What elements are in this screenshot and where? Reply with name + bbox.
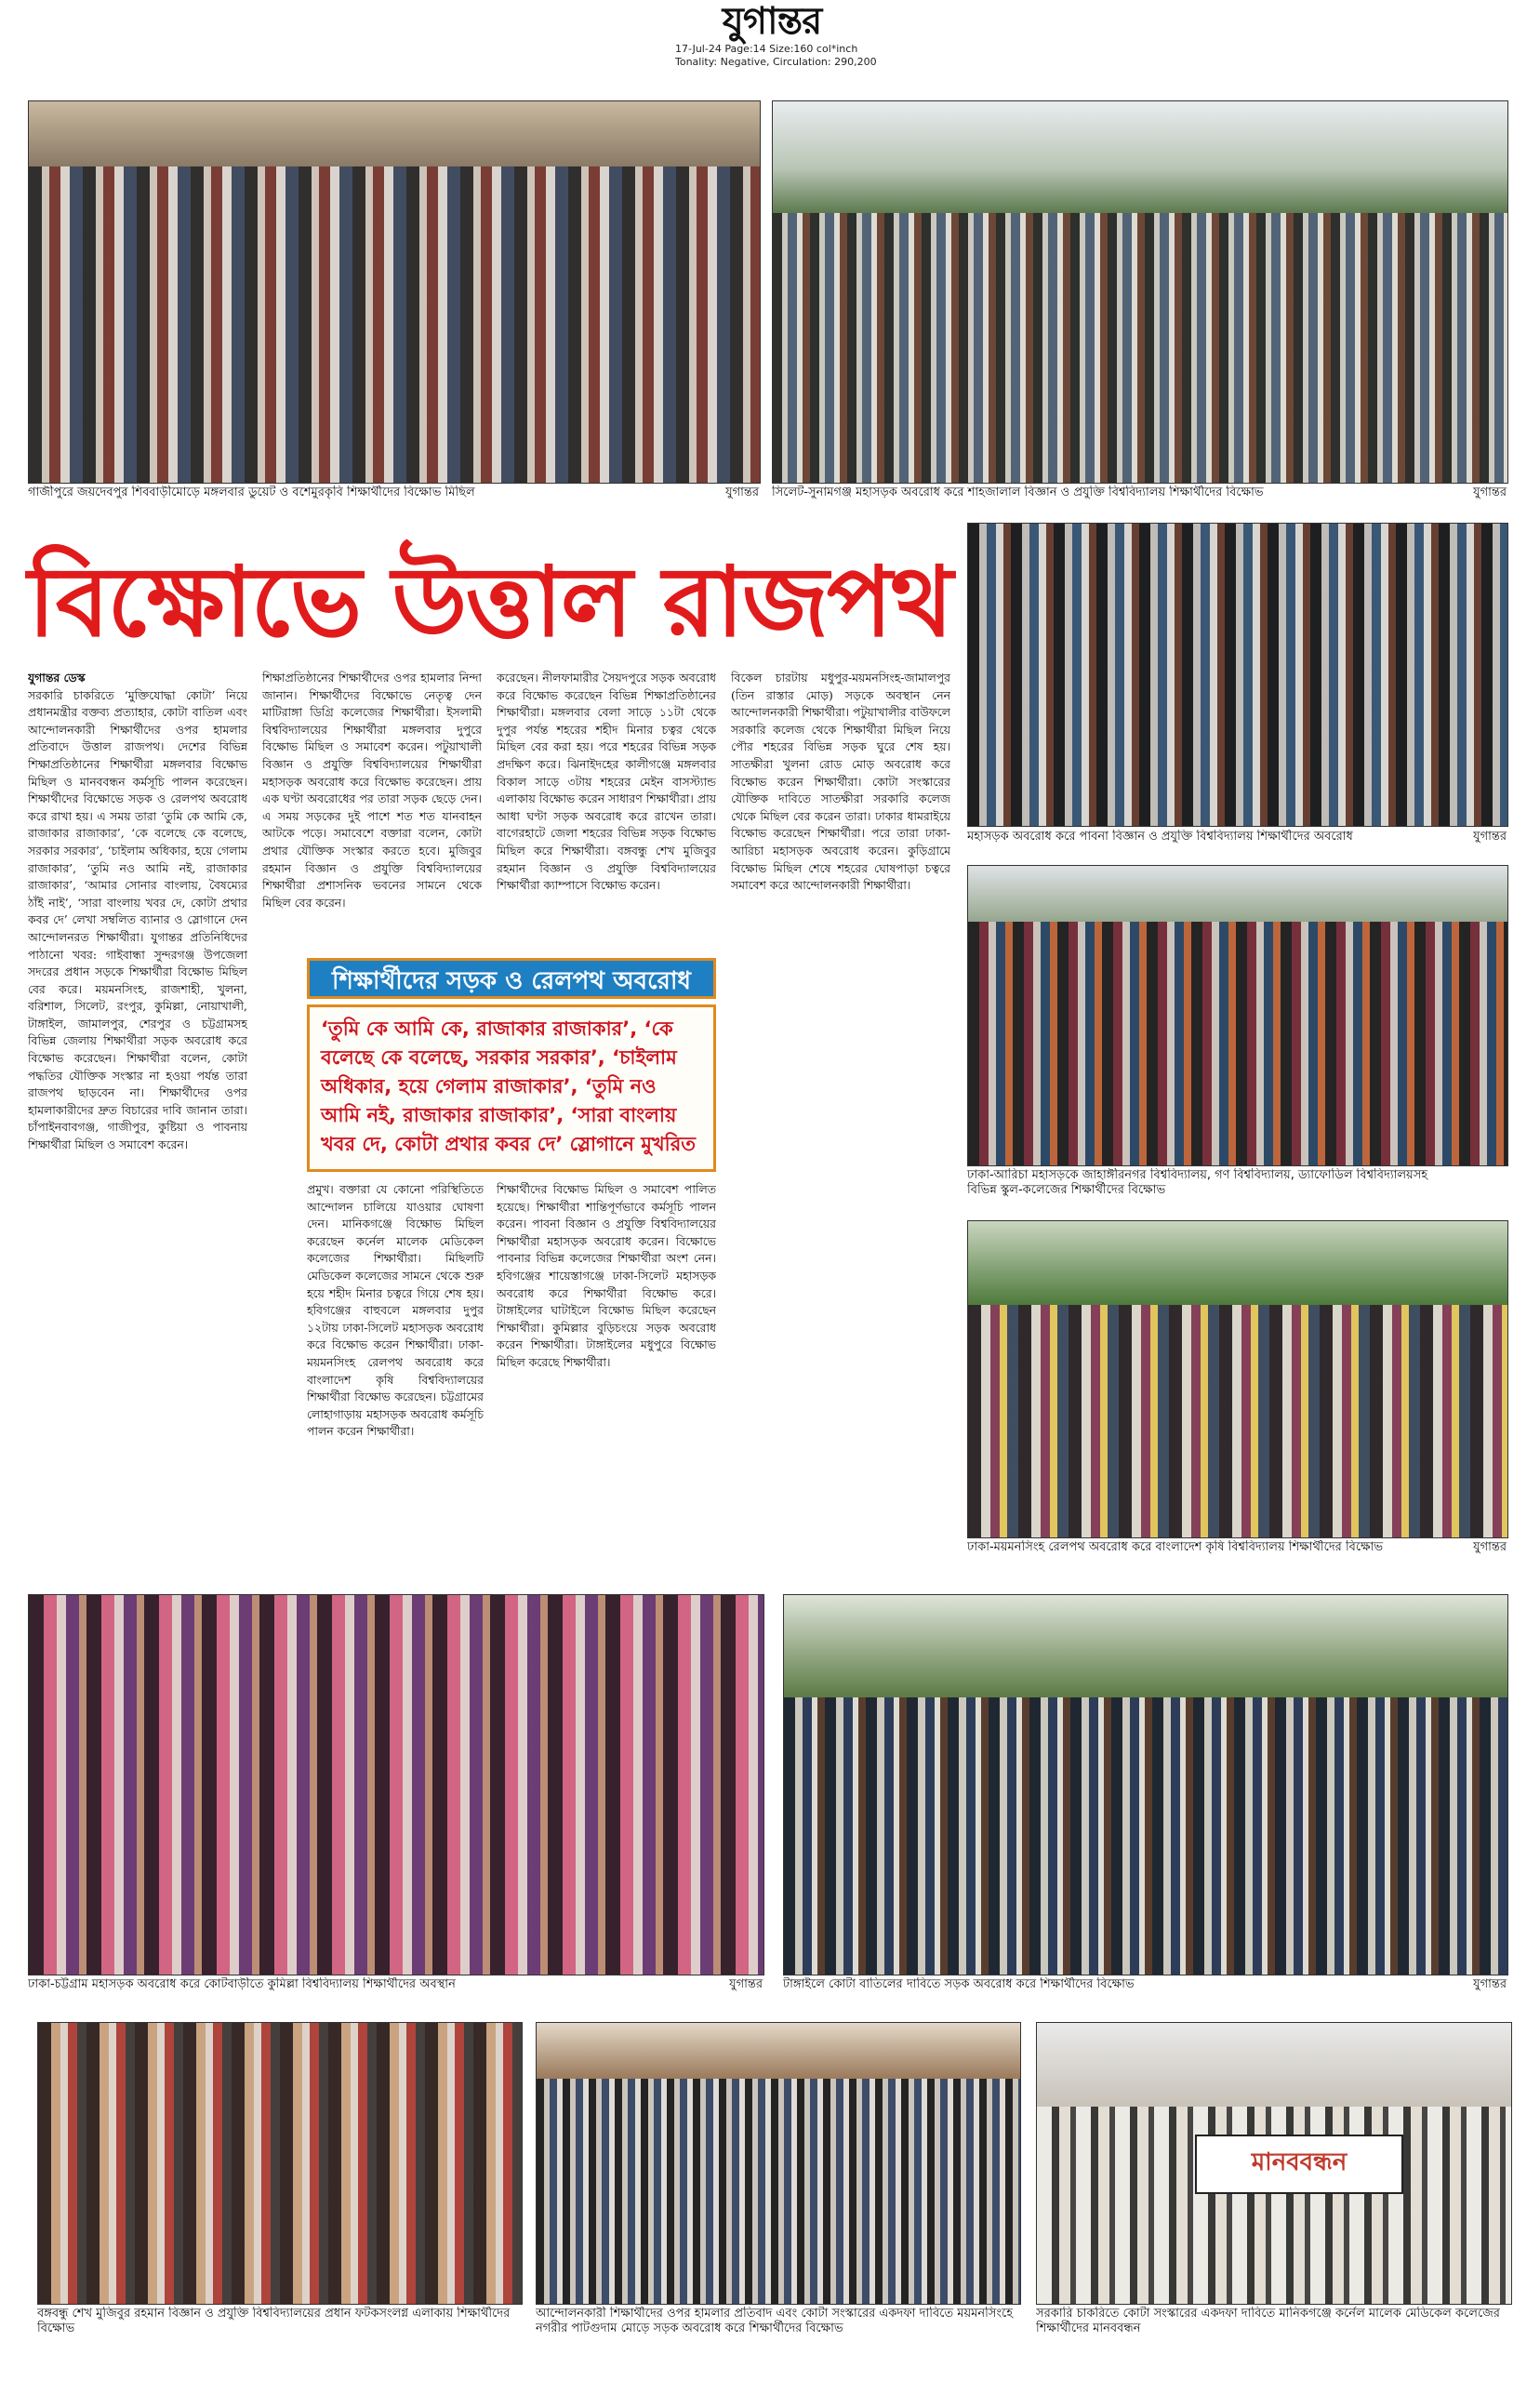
caption-photo-1: গাজীপুরে জয়দেবপুর শিববাড়ীমোড়ে মঙ্গলবার ডুয়েট ও বশেমুরকৃবি শিক্ষার্থীদের বিক্ষোভ মিছিল xyxy=(28,486,475,499)
quote-box: ‘তুমি কে আমি কে, রাজাকার রাজাকার’, ‘কে বলেছে কে বলেছে, সরকার সরকার’, ‘চাইলাম অধিকার, হয়ে গেলাম রাজাকার’, ‘তুমি নও আমি নই, রাজাকার রাজাকার’, ‘সারা বাংলায় খবর দে, কোটা প্রথার কবর দে’ স্লোগানে মুখরিত xyxy=(307,1004,716,1172)
photo-dhaka-aricha xyxy=(967,865,1508,1166)
photo-tangail xyxy=(783,1594,1508,1975)
manobbondhon-banner: মানববন্ধন xyxy=(1195,2135,1403,2194)
article-col-6 xyxy=(497,1181,716,1600)
caption-photo-4: ঢাকা-আরিচা মহাসড়কে জাহাঙ্গীরনগর বিশ্ববিদ্যালয়, গণ বিশ্ববিদ্যালয়, ড্যাফোডিল বিশ্ববিদ্যালয়সহ বিভিন্ন স্কুল-কলেজের শিক্ষার্থীদের বিক্ষোভ xyxy=(967,1168,1428,1197)
photo-sylhet xyxy=(772,100,1508,484)
caption-photo-6: ঢাকা-চট্টগ্রাম মহাসড়ক অবরোধ করে কোটবাড়ীতে কুমিল্লা বিশ্ববিদ্যালয় শিক্ষার্থীদের অবস্থান xyxy=(28,1977,456,1991)
photo-manikganj-medical xyxy=(1036,2022,1512,2305)
meta-line-1: 17-Jul-24 Page:14 Size:160 col*inch xyxy=(675,43,858,55)
caption-photo-7: টাঙ্গাইলে কোটা বাতিলের দাবিতে সড়ক অবরোধ করে শিক্ষার্থীদের বিক্ষোভ xyxy=(783,1977,1135,1991)
masthead-meta xyxy=(675,43,917,69)
article-text-5: প্রমুখ। বক্তারা যে কোনো পরিস্থিতিতে আন্দোলন চালিয়ে যাওয়ার ঘোষণা দেন। মানিকগঞ্জে বিক্ষোভ মিছিল করেছেন কর্নেল মালেক মেডিকেল কলেজের শিক্ষার্থীরা। মিছিলটি মেডিকেল কলেজের সামনে থেকে শুরু হয়ে শহীদ মিনার চত্বরে গিয়ে শেষ হয়। হবিগঞ্জের বাহুবলে মঙ্গলবার দুপুর ১২টায় ঢাকা-সিলেট মহাসড়ক অবরোধ করে বিক্ষোভ করেন শিক্ষার্থীরা। ঢাকা-ময়মনসিংহ রেলপথ অবরোধ করে বাংলাদেশ কৃষি বিশ্ববিদ্যালয়ের শিক্ষার্থীরা বিক্ষোভ করেছেন। চট্টগ্রামের লোহাগাড়ায় মহাসড়ক অবরোধ কর্মসূচি পালন করেন শিক্ষার্থীরা। xyxy=(307,1182,484,1439)
caption-photo-10: সরকারি চাকরিতে কোটা সংস্কারের একদফা দাবিতে মানিকগঞ্জে কর্নেল মালেক মেডিকেল কলেজের শিক্ষার্থীদের মানববন্ধন xyxy=(1036,2307,1500,2335)
photo-bau-railway xyxy=(967,1220,1508,1538)
caption-photo-3: মহাসড়ক অবরোধ করে পাবনা বিজ্ঞান ও প্রযুক্তি বিশ্ববিদ্যালয় শিক্ষার্থীদের অবরোধ xyxy=(967,830,1353,844)
caption-photo-8: বঙ্গবন্ধু শেখ মুজিবুর রহমান বিজ্ঞান ও প্রযুক্তি বিশ্ববিদ্যালয়ের প্রধান ফটকসংলগ্ন এলাকায় শিক্ষার্থীদের বিক্ষোভ xyxy=(37,2307,511,2335)
credit-photo-2: যুগান্তর xyxy=(1473,486,1507,499)
photo-comilla-university xyxy=(28,1594,764,1975)
caption-photo-5: ঢাকা-ময়মনসিংহ রেলপথ অবরোধ করে বাংলাদেশ কৃষি বিশ্ববিদ্যালয় শিক্ষার্থীদের বিক্ষোভ xyxy=(967,1540,1384,1554)
photo-pabna xyxy=(967,523,1508,827)
article-col-3 xyxy=(497,670,716,949)
headline: বিক্ষোভে উত্তাল রাজপথ xyxy=(28,545,951,658)
caption-photo-9: আন্দোলনকারী শিক্ষার্থীদের ওপর হামলার প্রতিবাদ এবং কোটা সংস্কারের একদফা দাবিতে ময়মনসিংহে নগরীর পাটগুদাম মোড়ে সড়ক অবরোধ করে শিক্ষার্থীদের বিক্ষোভ xyxy=(536,2307,1014,2335)
caption-photo-2: সিলেট-সুনামগঞ্জ মহাসড়ক অবরোধ করে শাহজালাল বিজ্ঞান ও প্রযুক্তি বিশ্ববিদ্যালয় শিক্ষার্থীদের বিক্ষোভ xyxy=(772,486,1264,499)
article-text-1: সরকারি চাকরিতে ‘মুক্তিযোদ্ধা কোটা’ নিয়ে প্রধানমন্ত্রীর বক্তব্য প্রত্যাহার, কোটা বাতিল এবং আন্দোলনকারী শিক্ষার্থীদের ওপর হামলার প্রতিবাদে উত্তাল রাজপথ। দেশের বিভিন্ন শিক্ষাপ্রতিষ্ঠানের শিক্ষার্থীরা মঙ্গলবার বিক্ষোভ মিছিল ও মানববন্ধন কর্মসূচি পালন করেছেন। শিক্ষার্থীদের বিক্ষোভে সড়ক ও রেলপথ অবরোধ করে রাখা হয়। এ সময় তারা ‘তুমি কে আমি কে, রাজাকার রাজাকার’, ‘কে বলেছে কে বলেছে, সরকার সরকার’, ‘চাইলাম অধিকার, হয়ে গেলাম রাজাকার’, ‘তুমি নও আমি নই, রাজাকার রাজাকার’, ‘আমার সোনার বাংলায়, বৈষম্যের ঠাঁই নাই’, ‘সারা বাংলায় খবর দে, কোটা প্রথার কবর দে’ লেখা সম্বলিত ব্যানার ও স্লোগানে দেন আন্দোলনরত শিক্ষার্থীরা। যুগান্তর প্রতিনিধিদের পাঠানো খবর: গাইবান্ধা সুন্দরগঞ্জ উপজেলা সদরের প্রধান সড়কে শিক্ষার্থীরা বিক্ষোভ মিছিল বের করে। ময়মনসিংহ, রাজশাহী, খুলনা, বরিশাল, সিলেট, রংপুর, কুমিল্লা, নোয়াখালী, টাঙ্গাইল, জামালপুর, শেরপুর ও চট্টগ্রামসহ বিভিন্ন জেলায় শিক্ষার্থীরা সড়ক অবরোধ করে বিক্ষোভ করেছেন। শিক্ষার্থীরা বলেন, কোটা পদ্ধতির যৌক্তিক সংস্কার না হওয়া পর্যন্ত তারা রাজপথ ছাড়বেন না। শিক্ষার্থীদের ওপর হামলাকারীদের দ্রুত বিচারের দাবি জানান তারা। চাঁপাইনবাবগঞ্জ, গাজীপুর, কুষ্টিয়া ও পাবনায় শিক্ষার্থীরা মিছিল ও সমাবেশ করেন। xyxy=(28,687,247,1152)
article-text-6: শিক্ষার্থীদের বিক্ষোভ মিছিল ও সমাবেশ পালিত হয়েছে। শিক্ষার্থীরা শান্তিপূর্ণভাবে কর্মসূচি পালন করেন। পাবনা বিজ্ঞান ও প্রযুক্তি বিশ্ববিদ্যালয়ের শিক্ষার্থীরা মহাসড়ক অবরোধ করেন। বিক্ষোভে পাবনার বিভিন্ন কলেজের শিক্ষার্থীরা অংশ নেন। হবিগঞ্জের শায়েস্তাগঞ্জে ঢাকা-সিলেট মহাসড়ক অবরোধ করে শিক্ষার্থীরা বিক্ষোভ করে। টাঙ্গাইলের ঘাটাইলে বিক্ষোভ মিছিল করেছেন শিক্ষার্থীরা। কুমিল্লার বুড়িচংয়ে সড়ক অবরোধ করেন শিক্ষার্থীরা। টাঙ্গাইলের মধুপুরে বিক্ষোভ মিছিল করেছে শিক্ষার্থীরা। xyxy=(497,1182,716,1369)
credit-photo-3: যুগান্তর xyxy=(1473,830,1507,844)
article-col-2 xyxy=(262,670,482,949)
article-col-1 xyxy=(28,670,247,1600)
article-text-2: শিক্ষাপ্রতিষ্ঠানের শিক্ষার্থীদের ওপর হামলার নিন্দা জানান। শিক্ষার্থীদের বিক্ষোভে নেতৃত্ব দেন মাটিরাঙ্গা ডিগ্রি কলেজের শিক্ষার্থীরা। ইসলামী বিশ্ববিদ্যালয়ের শিক্ষার্থীরা মঙ্গলবার দুপুরে বিক্ষোভ মিছিল ও সমাবেশ করেন। পটুয়াখালী বিজ্ঞান ও প্রযুক্তি বিশ্ববিদ্যালয়ের শিক্ষার্থীরা মহাসড়ক অবরোধ করে বিক্ষোভ করেছেন। প্রায় এক ঘণ্টা অবরোধের পর তারা সড়ক ছেড়ে দেন। এ সময় সড়কের দুই পাশে শত শত যানবাহন আটকে পড়ে। সমাবেশে বক্তারা বলেন, কোটা প্রথার যৌক্তিক সংস্কার করতে হবে। মুজিবুর রহমান বিজ্ঞান ও প্রযুক্তি বিশ্ববিদ্যালয়ের শিক্ষার্থীরা প্রশাসনিক ভবনের সামনে থেকে মিছিল বের করেন। xyxy=(262,671,482,910)
photo-bsmrstu xyxy=(37,2022,523,2305)
credit-photo-1: যুগান্তর xyxy=(725,486,759,499)
meta-line-2: Tonality: Negative, Circulation: 290,200 xyxy=(675,56,877,68)
photo-mymensingh xyxy=(536,2022,1021,2305)
byline: যুগান্তর ডেস্ক xyxy=(28,671,86,685)
credit-photo-6: যুগান্তর xyxy=(729,1977,763,1991)
masthead-logo: যুগান্তর xyxy=(722,0,822,43)
photo-gazipur xyxy=(28,100,761,484)
article-col-5 xyxy=(307,1181,484,1600)
article-text-4: বিকেল চারটায় মধুপুর-ময়মনসিংহ-জামালপুর (তিন রাস্তার মোড়) সড়কে অবস্থান নেন আন্দোলনকারী শিক্ষার্থীরা। পটুয়াখালীর বাউফলে সরকারি কলেজ থেকে শিক্ষার্থীরা মিছিল নিয়ে পৌর শহরের বিভিন্ন সড়ক ঘুরে শেষ হয়। সাতক্ষীরা খুলনা রোড মোড় অবরোধ করে বিক্ষোভ করেন শিক্ষার্থীরা। কোটা সংস্কারের যৌক্তিক দাবিতে সাতক্ষীরা সরকারি কলেজ থেকে মিছিল বের করেন তারা। ঢাকার ধামরাইয়ে বিক্ষোভ করেছেন শিক্ষার্থীরা। পরে তারা ঢাকা-আরিচা মহাসড়ক অবরোধ করেন। কুড়িগ্রামে বিক্ষোভ মিছিল শেষে শহরের ঘোষপাড়া চত্বরে সমাবেশ করে আন্দোলনকারী শিক্ষার্থীরা। xyxy=(731,671,950,893)
credit-photo-5: যুগান্তর xyxy=(1473,1540,1507,1554)
credit-photo-7: যুগান্তর xyxy=(1473,1977,1507,1991)
article-text-3: করেছেন। নীলফামারীর সৈয়দপুরে সড়ক অবরোধ করে বিক্ষোভ করেছেন বিভিন্ন শিক্ষাপ্রতিষ্ঠানের শিক্ষার্থীরা। মঙ্গলবার বেলা সাড়ে ১১টা থেকে দুপুর পর্যন্ত শহরের শহীদ মিনার চত্বর থেকে মিছিল বের করা হয়। পরে শহরের বিভিন্ন সড়ক প্রদক্ষিণ করে। ঝিনাইদহের কালীগঞ্জে মঙ্গলবার বিকাল সাড়ে ৩টায় শহরের মেইন বাসস্ট্যান্ড এলাকায় বিক্ষোভ করেন সাধারণ শিক্ষার্থীরা। প্রায় আধা ঘণ্টা সড়ক অবরোধ করে রাখেন তারা। বাগেরহাটে জেলা শহরের বিভিন্ন সড়ক বিক্ষোভ মিছিল করে শিক্ষার্থীরা। বঙ্গবন্ধু শেখ মুজিবুর রহমান বিজ্ঞান ও প্রযুক্তি বিশ্ববিদ্যালয়ের শিক্ষার্থীরা ক্যাম্পাসে বিক্ষোভ করেন। xyxy=(497,671,716,893)
subhead-box: শিক্ষার্থীদের সড়ক ও রেলপথ অবরোধ xyxy=(307,958,716,999)
article-col-4 xyxy=(731,670,950,1600)
